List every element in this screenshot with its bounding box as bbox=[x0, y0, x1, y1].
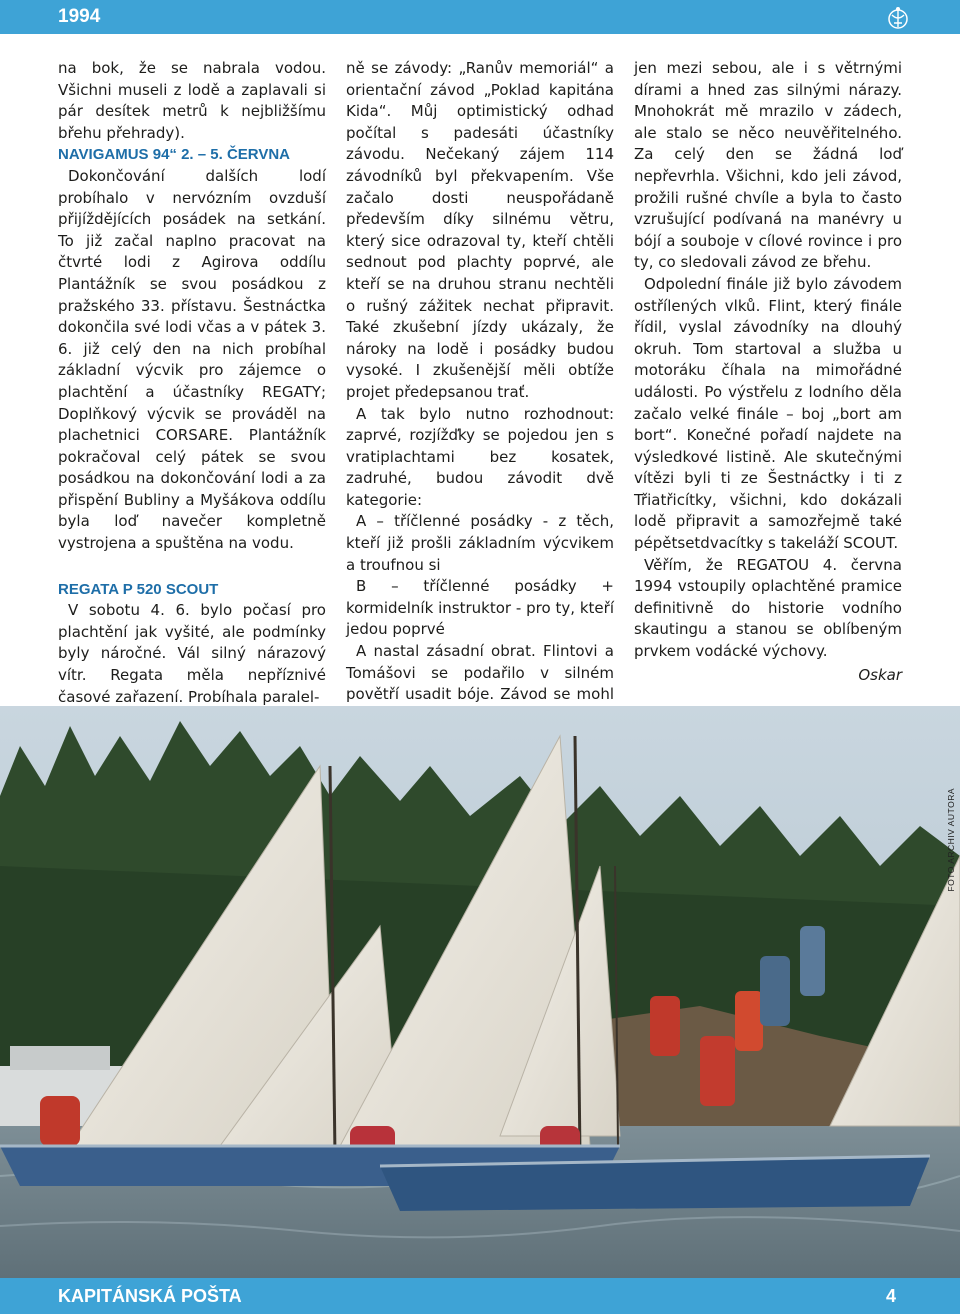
footer-bar bbox=[0, 1278, 960, 1314]
paragraph: Odpolední finále již bylo závodem ostřílených vlků. Flint, který finále řídil, vyslal závodníky na dlouhý okruh. Tom startoval a služba u motoráku číhala na mimořádné události. Po výstřelu z lodního děla začalo velké finále – boj „bort am bort“. Konečné pořadí najdete na výsledkové listině. Ale skutečnými vítězi byli ti ze Šestnáctky i ti z Třiatřicítky, všichni, kdo dokázali lodě připravit a samozřejmě také pépětsetdvacítky s takeláží SCOUT. bbox=[634, 274, 902, 553]
header-bar bbox=[0, 0, 960, 34]
paragraph: ně se závody: „Ranův memoriál“ a orientační závod „Poklad kapitána Kida“. Můj optimistický odhad počítal s padesáti účastníky závodu. Nečekaný zájem 114 závodníků byl překvapením. Vše začalo dosti neuspořádaně především díky silnému větru, který sice odrazoval ty, kteří chtěli sednout pod plachty poprvé, ale kteří se na druhou stranu nechtěli o rušný zážitek nechat připravit. Také zkušební jízdy ukázaly, že nároky na lodě i posádky budou vysoké. I zkušenější měli obtíže projet předepsanou trať. bbox=[346, 59, 614, 401]
paragraph: na bok, že se nabrala vodou. Všichni museli z lodě a zaplavali si pár desítek metrů k nejbližšímu břehu přehrady). bbox=[58, 59, 326, 142]
section-heading-regata: REGATA P 520 SCOUT bbox=[58, 580, 219, 598]
paragraph: Dokončování dalších lodí probíhalo v nervózním ovzduší přijíždějících posádek na setkání. To již začal naplno pracovat na čtvrté lodi z Agirova oddílu Plantážník se svou posádkou z pražského 33. přístavu. Šestnáctka dokončila své lodi včas a v pátek 3. 6. již celý den na nich probíhal základní výcvik pro zájemce o plachtění a účastníky REGATY; Doplňkový výcvik se prováděl na plachetnici CORSARE. Plantážník pokračoval celý pátek se svou posádkou na dokončování lodi a za přispění Bubliny a Myšákova oddílu byla loď navečer kompletně vystrojena a spuštěna na vodu. bbox=[58, 166, 326, 553]
article-column-1 bbox=[58, 58, 326, 708]
regatta-photo bbox=[0, 706, 960, 1278]
paragraph: jen mezi sebou, ale i s větrnými dírami a hned zas silnými nárazy. Mnohokrát mě mrazilo v zádech, ale stalo se něco neuvěřitelného. Za celý den se žádná loď nepřevrhla. Všichni, kdo jeli závod, prožili rušné chvíle a byla to často vzrušující podívaná na manévry u bójí a souboje v cílové rovince i pro ty, co sledovali závod ze břehu. bbox=[634, 59, 902, 272]
magazine-name: KAPITÁNSKÁ POŠTA bbox=[58, 1286, 242, 1306]
paragraph: Věřím, že REGATOU 4. června 1994 vstoupily oplachtěné pramice definitivně do historie vodního skautingu a stanou se oblíbeným prvkem vodácké výchovy. bbox=[634, 555, 902, 661]
category-b: B – tříčlenné posádky + kormidelník instruktor - pro ty, kteří jedou poprvé bbox=[346, 577, 614, 639]
page-number: 4 bbox=[885, 1286, 896, 1306]
article-column-3 bbox=[634, 58, 902, 686]
article-column-2 bbox=[346, 58, 614, 727]
scout-emblem-icon bbox=[886, 5, 910, 31]
category-a: A – tříčlenné posádky - z těch, kteří již prošli základním výcvikem a troufnou si bbox=[346, 512, 614, 574]
paragraph: A nastal zásadní obrat. Flintovi a Tomášovi se podařilo v silném povětří usadit bóje. Závod se mohl bbox=[346, 642, 614, 704]
photo-credit: FOTO ARCHIV AUTORA bbox=[946, 788, 956, 892]
header-year: 1994 bbox=[58, 6, 101, 27]
paragraph: A tak bylo nutno rozhodnout: zaprvé, rozjížďky se pojedou jen s vratiplachtami bez kosatek, zadruhé, budou závodit dvě kategorie: bbox=[346, 404, 614, 509]
paragraph: V sobotu 4. 6. bylo počasí pro plachtění jak vyšité, ale podmínky byly náročné. Vál silný nárazový vítr. Regata měla nepříznivé časové zařazení. Probíhala paralel- bbox=[58, 601, 326, 706]
author-signature: Oskar bbox=[858, 665, 902, 684]
section-heading-navigamus: NAVIGAMUS 94“ 2. – 5. ČERVNA bbox=[58, 146, 291, 164]
